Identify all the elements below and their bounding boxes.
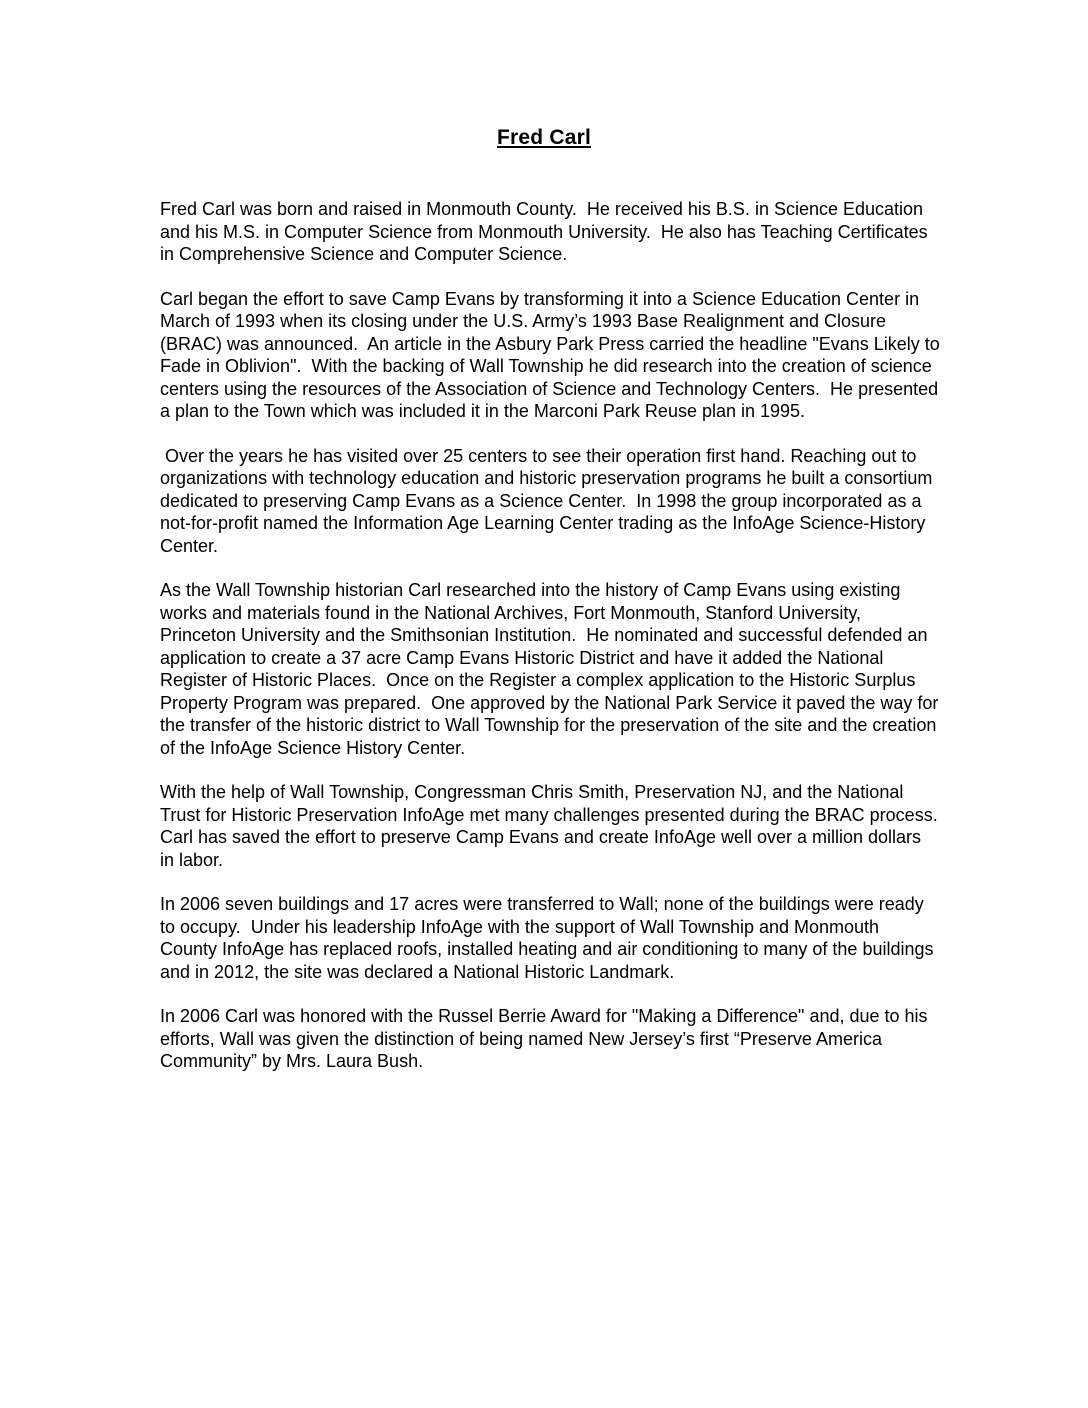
paragraph-historian-research: As the Wall Township historian Carl researched into the history of Camp Evans using existing works and materials found in the National Archives, Fort Monmouth, Stanford University, Princeton University and the Smithsonian Institution. He nominated and successful defended an application to create a 37 acre Camp Evans Historic District and have it added the National Register of Historic Places. Once on the Register a complex application to the Historic Surplus Property Program was prepared. One approved by the National Park Service it paved the way for the transfer of the historic district to Wall Township for the preservation of the site and the creation of the InfoAge Science History Center. xyxy=(160,580,944,758)
document-body xyxy=(160,198,958,1073)
paragraph-centers-visited: Over the years he has visited over 25 centers to see their operation first hand. Reaching out to organizations with technology education and historic preservation programs he built a consortium dedicated to preserving Camp Evans as a Science Center. In 1998 the group incorporated as a not-for-profit named the Information Age Learning Center trading as the InfoAge Science-History Center. xyxy=(160,445,938,556)
paragraph-camp-evans-effort: Carl began the effort to save Camp Evans by transforming it into a Science Education Center in March of 1993 when its closing under the U.S. Army’s 1993 Base Realignment and Closure (BRAC) was announced. An article in the Asbury Park Press carried the headline "Evans Likely to Fade in Oblivion". With the backing of Wall Township he did research into the creation of science centers using the resources of the Association of Science and Technology Centers. He presented a plan to the Town which was included it in the Marconi Park Reuse plan in 1995. xyxy=(160,288,945,421)
paragraph-awards: In 2006 Carl was honored with the Russel Berrie Award for "Making a Difference" and, due to his efforts, Wall was given the distinction of being named New Jersey’s first “Preserve America Community” by Mrs. Laura Bush. xyxy=(160,1006,933,1071)
paragraph-brac-challenges: With the help of Wall Township, Congressman Chris Smith, Preservation NJ, and the National Trust for Historic Preservation InfoAge met many challenges presented during the BRAC process. Carl has saved the effort to preserve Camp Evans and create InfoAge well over a million dollars in labor. xyxy=(160,782,958,870)
paragraph-bio: Fred Carl was born and raised in Monmouth County. He received his B.S. in Science Education and his M.S. in Computer Science from Monmouth University. He also has Teaching Certificates in Comprehensive Science and Computer Science. xyxy=(160,199,933,264)
paragraph-2006-transfer: In 2006 seven buildings and 17 acres were transferred to Wall; none of the buildings were ready to occupy. Under his leadership InfoAge with the support of Wall Township and Monmouth County InfoAge has replaced roofs, installed heating and air conditioning to many of the buildings and in 2012, the site was declared a National Historic Landmark. xyxy=(160,894,939,982)
document-title: Fred Carl xyxy=(497,126,591,149)
